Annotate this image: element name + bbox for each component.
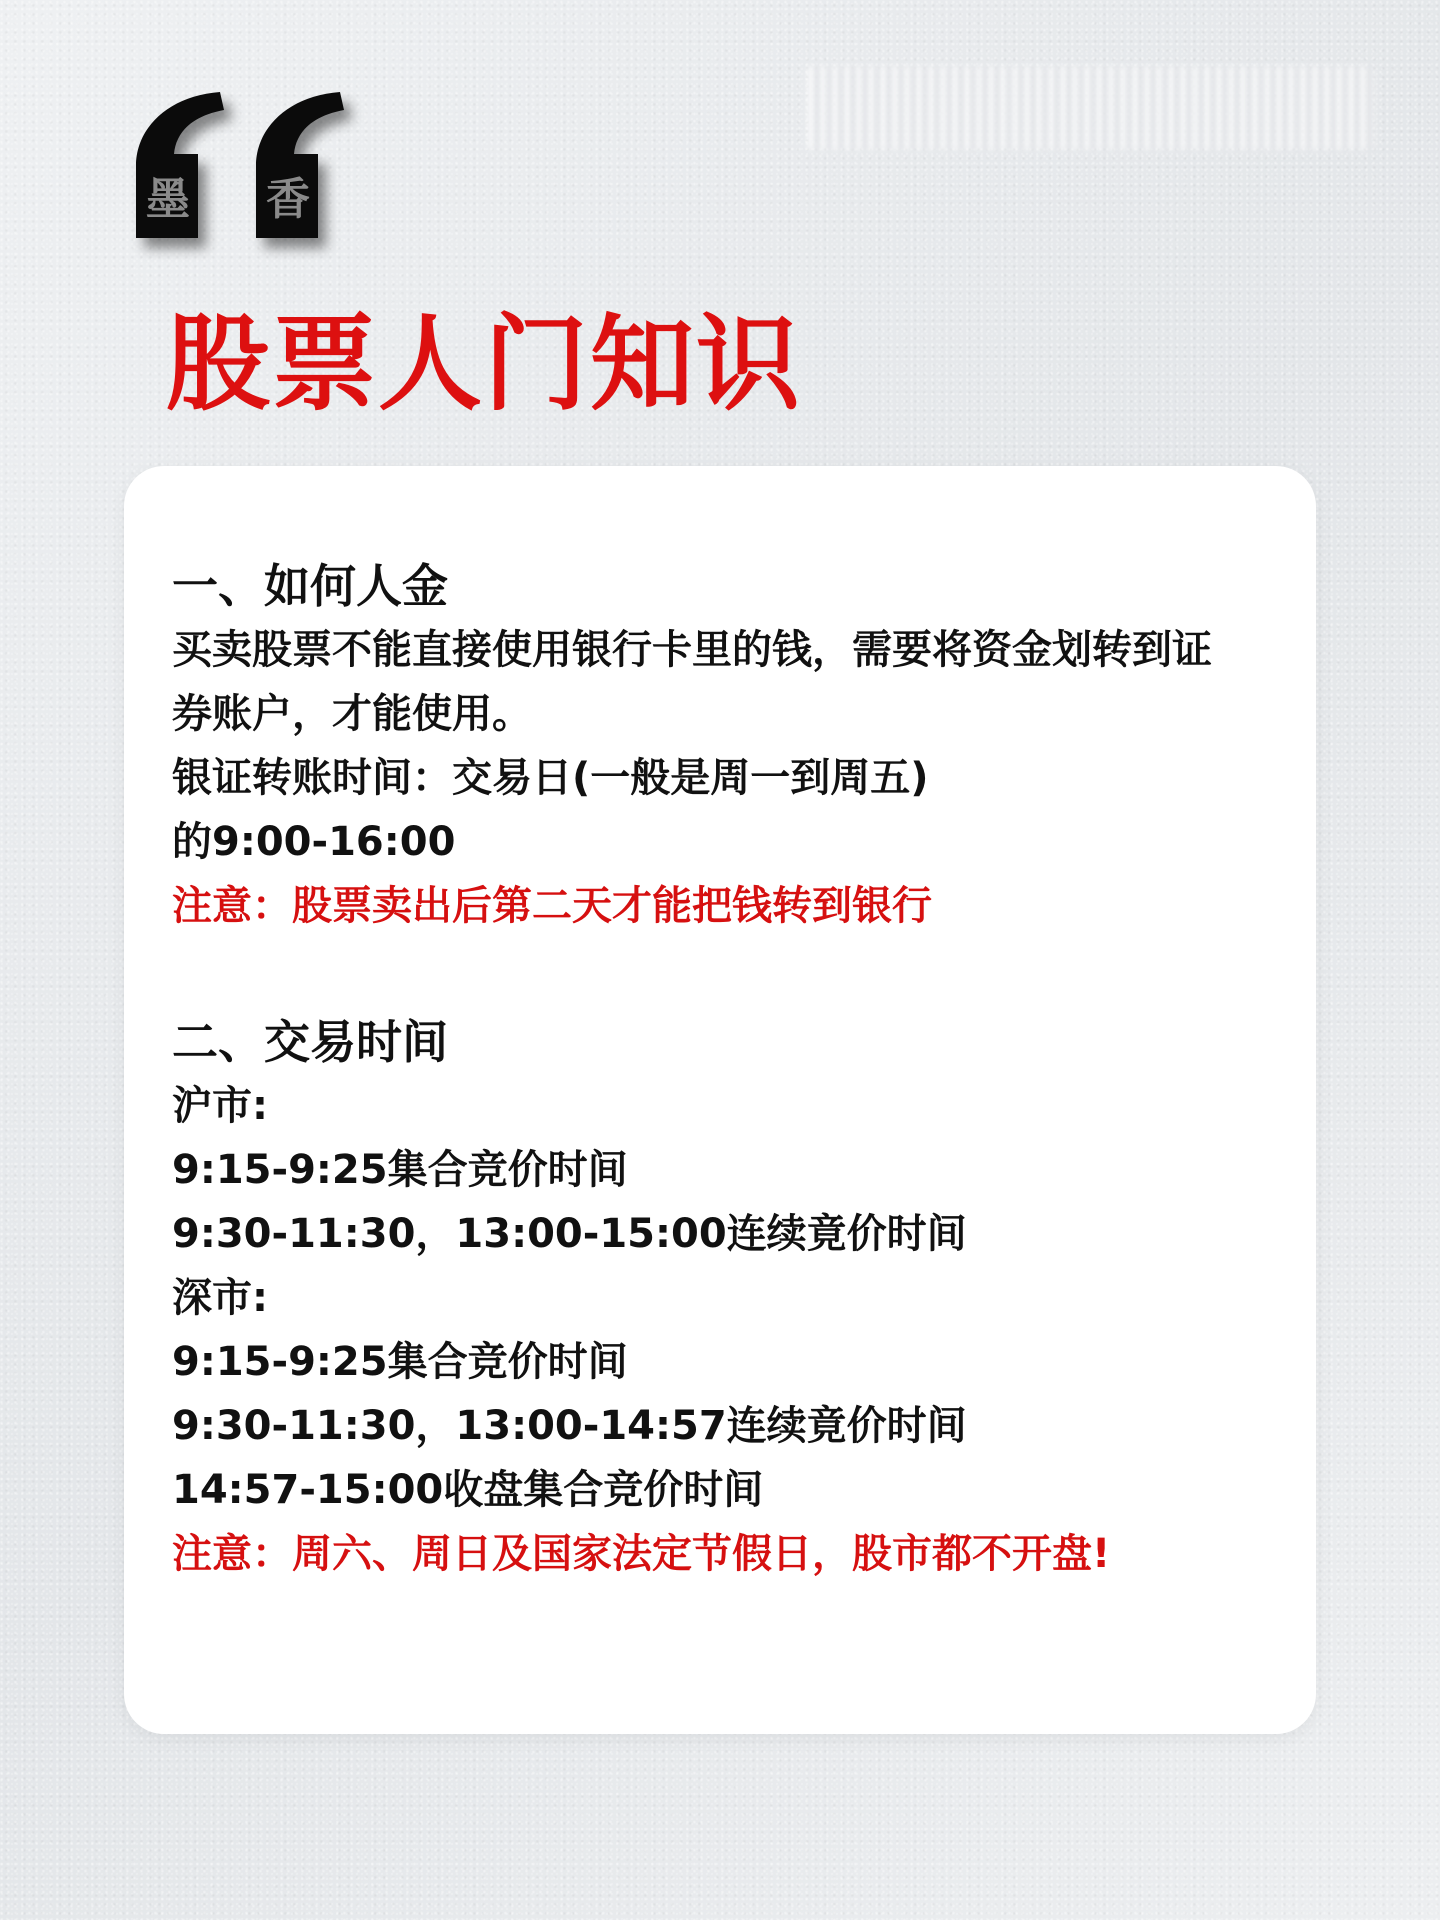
paragraph-line: 的9:00-16:00 xyxy=(172,819,456,865)
logo-char-right: 香 xyxy=(266,174,310,225)
paragraph-line: 14:57-15:00收盘集合竞价时间 xyxy=(172,1467,764,1513)
section-deposit xyxy=(172,554,1282,938)
paragraph-line: 银证转账时间：交易日(一般是周一到周五) xyxy=(172,755,929,801)
paragraph-line: 买卖股票不能直接使用银行卡里的钱，需要将资金划转到证 xyxy=(172,627,1212,673)
section-trading-hours xyxy=(172,1010,1282,1586)
warning-note: 注意：周六、周日及国家法定节假日，股市都不开盘! xyxy=(172,1531,1111,1577)
paragraph-line: 券账户，才能使用。 xyxy=(172,691,532,737)
paragraph-line: 沪市: xyxy=(172,1083,268,1129)
content-card xyxy=(124,466,1316,1734)
card-content xyxy=(172,554,1282,1586)
warning-note: 注意：股票卖出后第二天才能把钱转到银行 xyxy=(172,883,932,929)
page-title: 股票人门知识 xyxy=(166,303,803,425)
blurred-watermark-strip xyxy=(808,66,1374,150)
quote-mark-icon xyxy=(248,88,376,248)
paragraph-line: 深市: xyxy=(172,1275,268,1321)
section-heading: 二、交易时间 xyxy=(172,1015,448,1069)
section-spacer xyxy=(172,938,1282,1010)
paragraph-line: 9:15-9:25集合竞价时间 xyxy=(172,1339,628,1385)
paragraph-line: 9:30-11:30，13:00-14:57连续竟价时间 xyxy=(172,1403,967,1449)
paragraph-line: 9:15-9:25集合竞价时间 xyxy=(172,1147,628,1193)
paragraph-line: 9:30-11:30，13:00-15:00连续竟价时间 xyxy=(172,1211,967,1257)
section-heading: 一、如何人金 xyxy=(172,559,448,613)
quote-mark-icon xyxy=(128,88,256,248)
logo-char-left: 墨 xyxy=(146,174,190,225)
